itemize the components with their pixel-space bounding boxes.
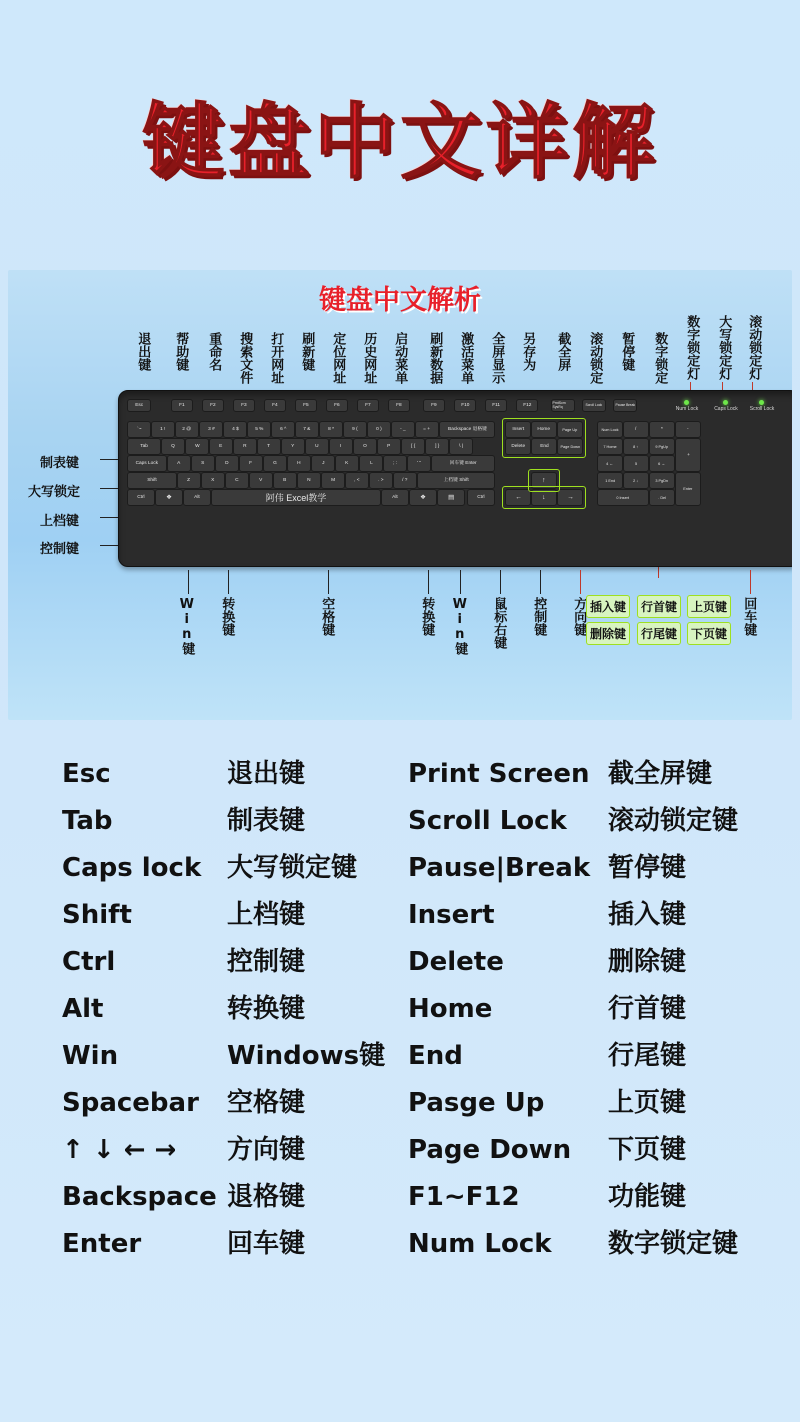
- legend-key: Delete: [408, 947, 504, 977]
- legend-value: 功能键: [608, 1182, 687, 1212]
- spacebar-watermark-text: 阿伟 Excel教学: [265, 493, 327, 503]
- key-spacebar[interactable]: [211, 489, 381, 506]
- key-f8[interactable]: F8: [388, 399, 410, 412]
- legend-value: 方向键: [227, 1135, 306, 1165]
- legend-key: Home: [408, 994, 493, 1024]
- key-j[interactable]: J: [311, 455, 335, 472]
- key-minus[interactable]: - _: [391, 421, 415, 438]
- led-numlock-icon: [684, 400, 689, 405]
- key-f5[interactable]: F5: [295, 399, 317, 412]
- legend-value: 上档键: [227, 900, 306, 930]
- key-delete[interactable]: Delete: [505, 438, 531, 455]
- legend-key: Spacebar: [62, 1088, 199, 1118]
- key-end[interactable]: End: [531, 438, 557, 455]
- key-f3[interactable]: F3: [233, 399, 255, 412]
- legend-value: 大写锁定键: [227, 853, 358, 883]
- legend-key: Win: [62, 1041, 119, 1071]
- legend-column-right: [408, 753, 744, 1270]
- top-label-numlock: 数字锁定: [652, 332, 668, 384]
- legend-row: [62, 988, 398, 1035]
- tag-home: 行首键: [637, 595, 681, 618]
- key-numpad-plus[interactable]: +: [675, 438, 701, 472]
- page-title: 键盘中文详解: [141, 94, 658, 190]
- legend-value: 暂停键: [608, 853, 687, 883]
- key-0[interactable]: 0 ): [367, 421, 391, 438]
- key-x[interactable]: X: [201, 472, 225, 489]
- key-z[interactable]: Z: [177, 472, 201, 489]
- top-label-f11: 全屏显示: [489, 332, 505, 384]
- key-numpad-1[interactable]: 1 End: [597, 472, 623, 489]
- key-1[interactable]: 1 !: [151, 421, 175, 438]
- legend-key: Page Down: [408, 1135, 572, 1165]
- tag-delete: 删除键: [586, 622, 630, 645]
- key-i[interactable]: I: [329, 438, 353, 455]
- legend-value: 退格键: [227, 1182, 306, 1212]
- key-f11[interactable]: F11: [485, 399, 507, 412]
- leader-line-arrows: [580, 570, 581, 594]
- legend-value: 行首键: [608, 994, 687, 1024]
- key-numpad-4[interactable]: 4 ←: [597, 455, 623, 472]
- key-numpad-decimal[interactable]: . Del: [649, 489, 675, 506]
- legend-key: F1~F12: [408, 1182, 520, 1212]
- key-win-right[interactable]: ❖: [409, 489, 437, 506]
- top-label-f6: 定位网址: [330, 332, 346, 384]
- key-numpad-divide[interactable]: /: [623, 421, 649, 438]
- top-label-f5: 刷新键: [299, 332, 315, 371]
- key-f7[interactable]: F7: [357, 399, 379, 412]
- top-label-f9: 刷新数据: [427, 332, 443, 384]
- top-label-f4: 打开网址: [268, 332, 284, 384]
- legend-value: 数字锁定键: [608, 1229, 739, 1259]
- key-f6[interactable]: F6: [326, 399, 348, 412]
- led-capslock-icon: [723, 400, 728, 405]
- leader-line-space: [328, 570, 329, 594]
- legend-key: Print Screen: [408, 759, 590, 789]
- key-c[interactable]: C: [225, 472, 249, 489]
- key-print-screen[interactable]: PrntScrn SysRq: [551, 399, 575, 412]
- key-h[interactable]: H: [287, 455, 311, 472]
- key-bracket-left[interactable]: [ {: [401, 438, 425, 455]
- led-scrolllock-icon: [759, 400, 764, 405]
- key-4[interactable]: 4 $: [223, 421, 247, 438]
- key-numpad-2[interactable]: 2 ↓: [623, 472, 649, 489]
- key-numpad-5[interactable]: 5: [623, 455, 649, 472]
- top-label-f1: 帮助键: [173, 332, 189, 371]
- top-label-printscreen: 截全屏: [555, 332, 571, 371]
- legend-table: [0, 735, 800, 1270]
- key-pause-break[interactable]: Pause Break: [613, 399, 637, 412]
- key-numpad-minus[interactable]: -: [675, 421, 701, 438]
- key-shift-left[interactable]: Shift: [127, 472, 177, 489]
- top-label-scrolllock-led: 滚动锁定灯: [746, 315, 762, 380]
- legend-key: Ctrl: [62, 947, 116, 977]
- legend-row: [408, 847, 744, 894]
- key-f10[interactable]: F10: [454, 399, 476, 412]
- key-2[interactable]: 2 @: [175, 421, 199, 438]
- legend-key: Scroll Lock: [408, 806, 567, 836]
- leader-line-win-right: [460, 570, 461, 594]
- key-g[interactable]: G: [263, 455, 287, 472]
- left-label-ctrl: 控制键: [40, 542, 80, 557]
- key-slash[interactable]: / ?: [393, 472, 417, 489]
- legend-key: Enter: [62, 1229, 142, 1259]
- key-9[interactable]: 9 (: [343, 421, 367, 438]
- key-equals[interactable]: = +: [415, 421, 439, 438]
- leader-line-menu: [500, 570, 501, 594]
- key-shift-right[interactable]: 上档键 Shift: [417, 472, 495, 489]
- key-f9[interactable]: F9: [423, 399, 445, 412]
- keyboard-illustration: [118, 390, 792, 567]
- key-ctrl-right[interactable]: Ctrl: [467, 489, 495, 506]
- key-numpad-3[interactable]: 3 PgDn: [649, 472, 675, 489]
- key-numpad-7[interactable]: 7 Home: [597, 438, 623, 455]
- tag-insert: 插入键: [586, 595, 630, 618]
- leader-line-alt-right: [428, 570, 429, 594]
- legend-key: Caps lock: [62, 853, 202, 883]
- key-numpad-6[interactable]: 6 →: [649, 455, 675, 472]
- legend-row: [62, 1223, 398, 1270]
- key-b[interactable]: B: [273, 472, 297, 489]
- bottom-label-win-right: Win键: [452, 597, 468, 655]
- legend-row: [62, 1082, 398, 1129]
- key-e[interactable]: E: [209, 438, 233, 455]
- legend-row: [408, 1082, 744, 1129]
- top-label-f2: 重命名: [206, 332, 222, 371]
- key-a[interactable]: A: [167, 455, 191, 472]
- legend-value: 截全屏键: [608, 759, 713, 789]
- legend-row: [408, 1176, 744, 1223]
- legend-key: Num Lock: [408, 1229, 552, 1259]
- key-n[interactable]: N: [297, 472, 321, 489]
- legend-row: [62, 1176, 398, 1223]
- leader-line-win-left: [188, 570, 189, 594]
- bottom-label-win-left: Win键: [179, 597, 195, 655]
- legend-row: [62, 894, 398, 941]
- tag-page-up: 上页键: [687, 595, 731, 618]
- key-comma[interactable]: , <: [345, 472, 369, 489]
- key-numpad-0[interactable]: 0 Insert: [597, 489, 649, 506]
- key-t[interactable]: T: [257, 438, 281, 455]
- key-l[interactable]: L: [359, 455, 383, 472]
- bottom-label-arrows: 方向键: [571, 597, 587, 636]
- key-v[interactable]: V: [249, 472, 273, 489]
- legend-key: Backspace: [62, 1182, 217, 1212]
- key-page-up[interactable]: Page Up: [557, 421, 583, 438]
- legend-key: Insert: [408, 900, 495, 930]
- legend-row: [408, 894, 744, 941]
- key-win-left[interactable]: ❖: [155, 489, 183, 506]
- bottom-label-enter: 回车键: [741, 597, 757, 636]
- key-numpad-multiply[interactable]: *: [649, 421, 675, 438]
- bottom-label-menu: 鼠标右键: [491, 597, 507, 649]
- key-m[interactable]: M: [321, 472, 345, 489]
- key-arrow-up[interactable]: ↑: [531, 472, 557, 489]
- legend-value: 空格键: [227, 1088, 306, 1118]
- legend-key: ↑ ↓ ← →: [62, 1135, 177, 1165]
- key-r[interactable]: R: [233, 438, 257, 455]
- top-label-capslock-led: 大写锁定灯: [716, 315, 732, 380]
- key-esc[interactable]: Esc: [127, 399, 151, 412]
- top-label-f10: 激活菜单: [458, 332, 474, 384]
- keyboard-diagram-panel: [8, 270, 792, 720]
- legend-value: 退出键: [227, 759, 306, 789]
- legend-row: [408, 1223, 744, 1270]
- key-6[interactable]: 6 ^: [271, 421, 295, 438]
- top-label-esc: 退出键: [135, 332, 151, 371]
- page-title-area: [0, 0, 800, 270]
- key-enter[interactable]: 回车键 Enter: [431, 455, 495, 472]
- key-caps-lock[interactable]: Caps Lock: [127, 455, 167, 472]
- key-8[interactable]: 8 *: [319, 421, 343, 438]
- legend-value: 上页键: [608, 1088, 687, 1118]
- key-backslash[interactable]: \ |: [449, 438, 473, 455]
- key-f12[interactable]: F12: [516, 399, 538, 412]
- legend-value: 行尾键: [608, 1041, 687, 1071]
- legend-key: Alt: [62, 994, 104, 1024]
- key-p[interactable]: P: [377, 438, 401, 455]
- key-numlock[interactable]: Num Lock: [597, 421, 623, 438]
- key-u[interactable]: U: [305, 438, 329, 455]
- legend-key: End: [408, 1041, 463, 1071]
- legend-value: 插入键: [608, 900, 687, 930]
- left-label-shift: 上档键: [40, 514, 80, 529]
- legend-row: [408, 1035, 744, 1082]
- legend-key: Pause|Break: [408, 853, 591, 883]
- key-numpad-9[interactable]: 9 PgUp: [649, 438, 675, 455]
- legend-row: [62, 941, 398, 988]
- nav-cluster-highlight: [502, 418, 586, 458]
- keyboard-diagram-subtitle: 键盘中文解析: [319, 285, 481, 316]
- tag-page-down: 下页键: [687, 622, 731, 645]
- legend-key: Shift: [62, 900, 132, 930]
- legend-row: [62, 1035, 398, 1082]
- legend-value: Windows键: [227, 1041, 386, 1071]
- legend-row: [408, 753, 744, 800]
- legend-value: 控制键: [227, 947, 306, 977]
- key-numpad-8[interactable]: 8 ↑: [623, 438, 649, 455]
- legend-value: 转换键: [227, 994, 306, 1024]
- legend-row: [62, 753, 398, 800]
- led-label-scrolllock: Scroll Lock: [749, 406, 775, 412]
- key-3[interactable]: 3 #: [199, 421, 223, 438]
- key-semicolon[interactable]: ; :: [383, 455, 407, 472]
- key-alt-left[interactable]: Alt: [183, 489, 211, 506]
- legend-value: 制表键: [227, 806, 306, 836]
- key-backspace[interactable]: Backspace 退格键: [439, 421, 495, 438]
- top-label-f12: 另存为: [520, 332, 536, 371]
- key-insert[interactable]: Insert: [505, 421, 531, 438]
- key-f1[interactable]: F1: [171, 399, 193, 412]
- arrow-row-highlight: [502, 486, 586, 509]
- bottom-label-space: 空格键: [319, 597, 335, 636]
- key-backtick[interactable]: `~: [127, 421, 151, 438]
- legend-row: [408, 800, 744, 847]
- key-ctrl-left[interactable]: Ctrl: [127, 489, 155, 506]
- legend-key: Esc: [62, 759, 111, 789]
- key-k[interactable]: K: [335, 455, 359, 472]
- legend-row: [408, 988, 744, 1035]
- top-label-f3: 搜索文件: [237, 332, 253, 384]
- legend-value: 删除键: [608, 947, 687, 977]
- bottom-label-alt-right: 转换键: [419, 597, 435, 636]
- key-quote[interactable]: ' ": [407, 455, 431, 472]
- key-w[interactable]: W: [185, 438, 209, 455]
- key-y[interactable]: Y: [281, 438, 305, 455]
- key-menu[interactable]: ▤: [437, 489, 465, 506]
- legend-row: [408, 1129, 744, 1176]
- key-period[interactable]: . >: [369, 472, 393, 489]
- key-bracket-right[interactable]: ] }: [425, 438, 449, 455]
- key-arrow-down[interactable]: ↓: [531, 489, 557, 506]
- key-f4[interactable]: F4: [264, 399, 286, 412]
- leader-line-alt-left: [228, 570, 229, 594]
- legend-value: 下页键: [608, 1135, 687, 1165]
- key-scroll-lock[interactable]: Scroll Lock: [582, 399, 606, 412]
- key-tab[interactable]: Tab: [127, 438, 161, 455]
- led-label-numlock: Num Lock: [675, 406, 699, 412]
- key-arrow-right[interactable]: →: [557, 489, 583, 506]
- legend-value: 回车键: [227, 1229, 306, 1259]
- legend-row: [62, 800, 398, 847]
- top-label-scrolllock: 滚动锁定: [587, 332, 603, 384]
- key-q[interactable]: Q: [161, 438, 185, 455]
- key-numpad-enter[interactable]: Enter: [675, 472, 701, 506]
- leader-line-ctrl-right: [540, 570, 541, 594]
- top-label-numlock-led: 数字锁定灯: [684, 315, 700, 380]
- key-home[interactable]: Home: [531, 421, 557, 438]
- top-label-pause: 暂停键: [619, 332, 635, 371]
- tag-end: 行尾键: [637, 622, 681, 645]
- key-d[interactable]: D: [215, 455, 239, 472]
- key-7[interactable]: 7 &: [295, 421, 319, 438]
- key-o[interactable]: O: [353, 438, 377, 455]
- legend-column-left: [62, 753, 398, 1270]
- led-label-capslock: Caps Lock: [714, 406, 738, 412]
- legend-key: Tab: [62, 806, 113, 836]
- top-label-f7: 历史网址: [361, 332, 377, 384]
- key-s[interactable]: S: [191, 455, 215, 472]
- legend-row: [62, 1129, 398, 1176]
- key-arrow-left[interactable]: ←: [505, 489, 531, 506]
- key-f[interactable]: F: [239, 455, 263, 472]
- key-page-down[interactable]: Page Down: [557, 438, 583, 455]
- leader-line-enter: [750, 570, 751, 594]
- left-label-capslock: 大写锁定: [28, 485, 81, 500]
- key-alt-right[interactable]: Alt: [381, 489, 409, 506]
- left-label-tab: 制表键: [40, 456, 80, 471]
- legend-row: [408, 941, 744, 988]
- top-label-f8: 启动菜单: [392, 332, 408, 384]
- bottom-label-ctrl: 控制键: [531, 597, 547, 636]
- bottom-label-alt-left: 转换键: [219, 597, 235, 636]
- key-5[interactable]: 5 %: [247, 421, 271, 438]
- key-f2[interactable]: F2: [202, 399, 224, 412]
- legend-value: 滚动锁定键: [608, 806, 739, 836]
- legend-row: [62, 847, 398, 894]
- legend-key: Pasge Up: [408, 1088, 545, 1118]
